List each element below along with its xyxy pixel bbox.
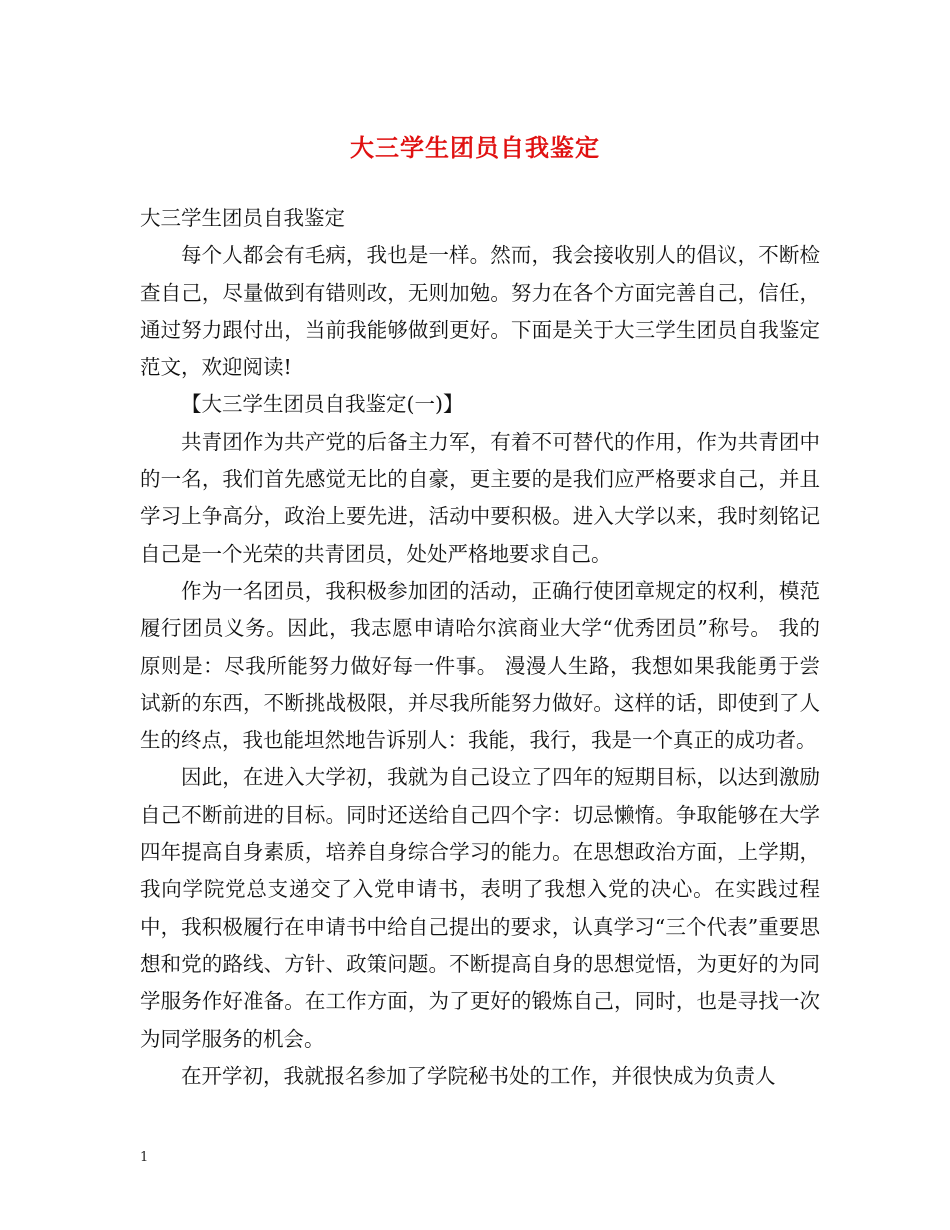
- body-heading: 大三学生团员自我鉴定: [140, 206, 345, 230]
- document-body: [140, 200, 820, 1095]
- document-title: 大三学生团员自我鉴定: [350, 133, 600, 162]
- paragraph: 作为一名团员，我积极参加团的活动，正确行使团章规定的权利，模范履行团员义务。因此，我志愿申请哈尔滨商业大学“优秀团员”称号。 我的原则是：尽我所能努力做好每一件事。 漫漫人生路，我想如果我能勇于尝试新的东西，不断挑战极限，并尽我所能努力做好。这样的话，即使到了人生的终点，我也能坦然地告诉别人：我能，我行，我是一个真正的成功者。: [140, 578, 820, 753]
- paragraph: 在开学初，我就报名参加了学院秘书处的工作，并很快成为负责人: [181, 1063, 776, 1088]
- paragraph-intro: 每个人都会有毛病，我也是一样。然而，我会接收别人的倡议，不断检查自己，尽量做到有错则改，无则加勉。努力在各个方面完善自己，信任，通过努力跟付出，当前我能够做到更好。下面是关于大三学生团员自我鉴定范文，欢迎阅读!: [140, 243, 820, 380]
- page-number: 1: [140, 1150, 149, 1165]
- paragraph: 因此，在进入大学初，我就为自己设立了四年的短期目标，以达到激励自己不断前进的目标。同时还送给自己四个字：切忌懒惰。争取能够在大学四年提高自身素质，培养自身综合学习的能力。在思想政治方面，上学期，我向学院党总支递交了入党申请书，表明了我想入党的决心。在实践过程中，我积极履行在申请书中给自己提出的要求，认真学习“三个代表”重要思想和党的路线、方针、政策问题。不断提高自身的思想觉悟，为更好的为同学服务作好准备。在工作方面，为了更好的锻炼自己，同时，也是寻找一次为同学服务的机会。: [140, 765, 820, 1051]
- paragraph: 共青团作为共产党的后备主力军，有着不可替代的作用，作为共青团中的一名，我们首先感觉无比的自豪，更主要的是我们应严格要求自己，并且学习上争高分，政治上要先进，活动中要积极。进入大学以来，我时刻铭记自己是一个光荣的共青团员，处处严格地要求自己。: [140, 429, 820, 566]
- section-heading: 【大三学生团员自我鉴定(一)】: [181, 392, 464, 417]
